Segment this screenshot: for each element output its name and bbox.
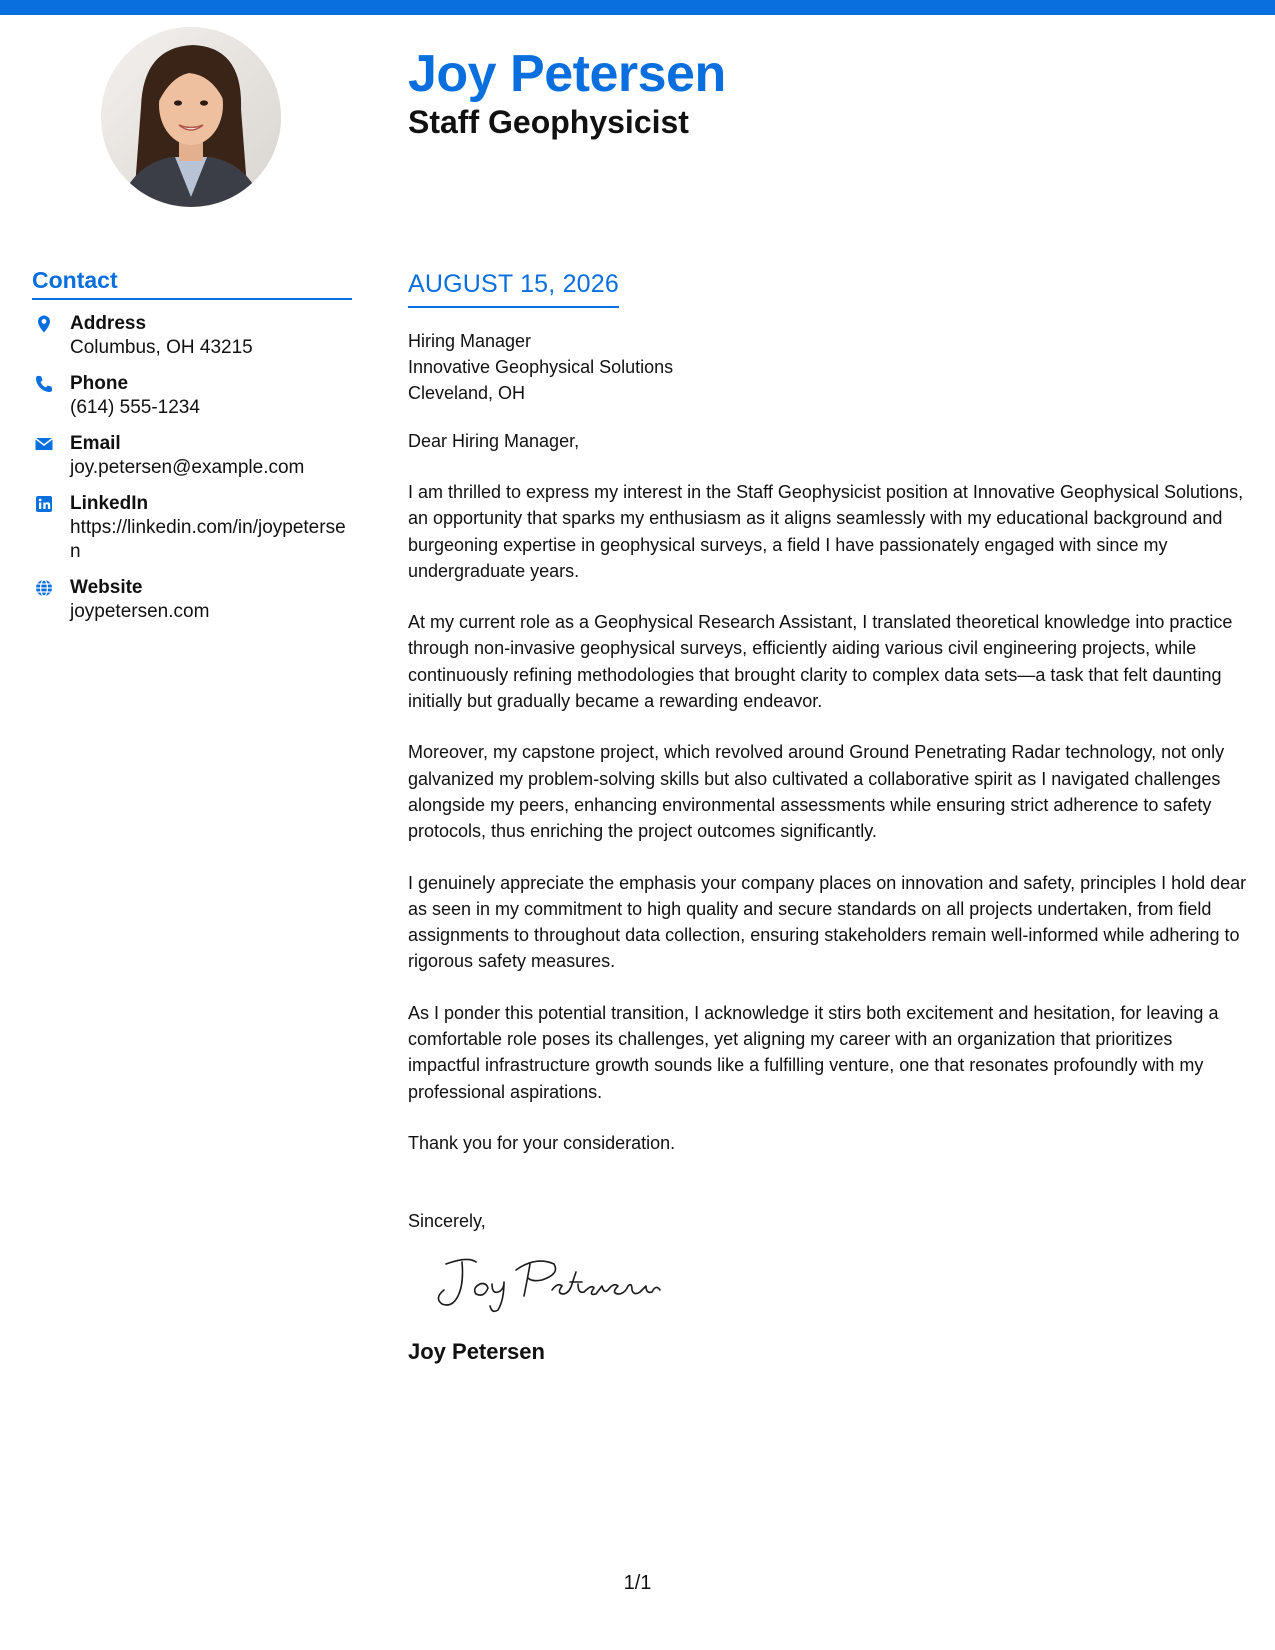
contact-label: LinkedIn — [70, 493, 149, 514]
applicant-name: Joy Petersen — [408, 45, 726, 103]
linkedin-icon — [34, 494, 54, 514]
contact-item-email — [32, 432, 352, 480]
globe-icon — [34, 578, 54, 598]
recipient-company: Innovative Geophysical Solutions — [408, 357, 674, 377]
signed-name: Joy Petersen — [408, 1339, 545, 1365]
contact-label: Address — [70, 313, 147, 334]
contact-heading: Contact — [32, 265, 352, 300]
body-paragraph: At my current role as a Geophysical Research Assistant, I translated theoretical knowledge into practice through non-invasive geophysical surveys, efficiently aiding various civil engineering projects, while continuously refining methodologies that brought clarity to complex data sets—a task that felt daunting initially but gradually became a rewarding endeavor. — [408, 612, 1233, 712]
contact-item-phone — [32, 372, 352, 420]
body-paragraph: Moreover, my capstone project, which revolved around Ground Penetrating Radar technology, not only galvanized my problem-solving skills but also cultivated a collaborative spirit as I navigated challenges alongside my peers, enhancing environmental assessments while ensuring strict adherence to safety protocols, thus enriching the project outcomes significantly. — [408, 742, 1225, 842]
contact-list — [32, 312, 352, 624]
letter-body — [408, 268, 1248, 1366]
handwritten-signature — [432, 1250, 672, 1316]
profile-photo — [101, 27, 281, 207]
applicant-job-title: Staff Geophysicist — [408, 104, 689, 140]
contact-value: Columbus, OH 43215 — [70, 337, 253, 358]
page-number: 1/1 — [623, 1572, 652, 1594]
contact-value: joy.petersen@example.com — [70, 457, 305, 478]
contact-label: Website — [70, 577, 143, 598]
body-paragraph: As I ponder this potential transition, I acknowledge it stirs both excitement and hesitation, for leaving a comfortable role poses its challenges, yet aligning my career with an organization that prioritizes impactful infrastructure growth sounds like a fulfilling venture, one that resonates profoundly with my professional aspirations. — [408, 1002, 1219, 1102]
contact-label: Email — [70, 433, 121, 454]
body-paragraph: I genuinely appreciate the emphasis your company places on innovation and safety, principles I hold dear as seen in my commitment to high quality and secure standards on all projects undertaken, from field assignments to throughout data collection, ensuring stakeholders remain well-informed while adhering to rigorous safety measures. — [408, 872, 1247, 972]
linkedin-link[interactable]: https://linkedin.com/in/joypetersen — [70, 517, 346, 562]
letter-date: AUGUST 15, 2026 — [408, 268, 619, 308]
map-pin-icon — [34, 314, 54, 334]
recipient-location: Cleveland, OH — [408, 383, 526, 403]
thank-you-line: Thank you for your consideration. — [408, 1132, 676, 1153]
contact-item-website — [32, 576, 352, 624]
recipient-block — [408, 328, 1248, 406]
contact-item-linkedin — [32, 492, 352, 564]
contact-item-address — [32, 312, 352, 360]
recipient-name: Hiring Manager — [408, 331, 532, 351]
top-accent-bar — [0, 0, 1275, 15]
closing: Sincerely, — [408, 1211, 486, 1232]
contact-label: Phone — [70, 373, 129, 394]
contact-value: (614) 555-1234 — [70, 397, 200, 418]
salutation: Dear Hiring Manager, — [408, 431, 580, 451]
body-paragraph: I am thrilled to express my interest in the Staff Geophysicist position at Innovative Geophysical Solutions, an opportunity that sparks my enthusiasm as it aligns seamlessly with my educational background and burgeoning expertise in geophysical surveys, a field I have passionately engaged with since my undergraduate years. — [408, 482, 1244, 581]
contact-sidebar — [32, 265, 352, 636]
envelope-icon — [34, 434, 54, 454]
website-link[interactable]: joypetersen.com — [70, 601, 210, 622]
phone-icon — [34, 374, 54, 394]
